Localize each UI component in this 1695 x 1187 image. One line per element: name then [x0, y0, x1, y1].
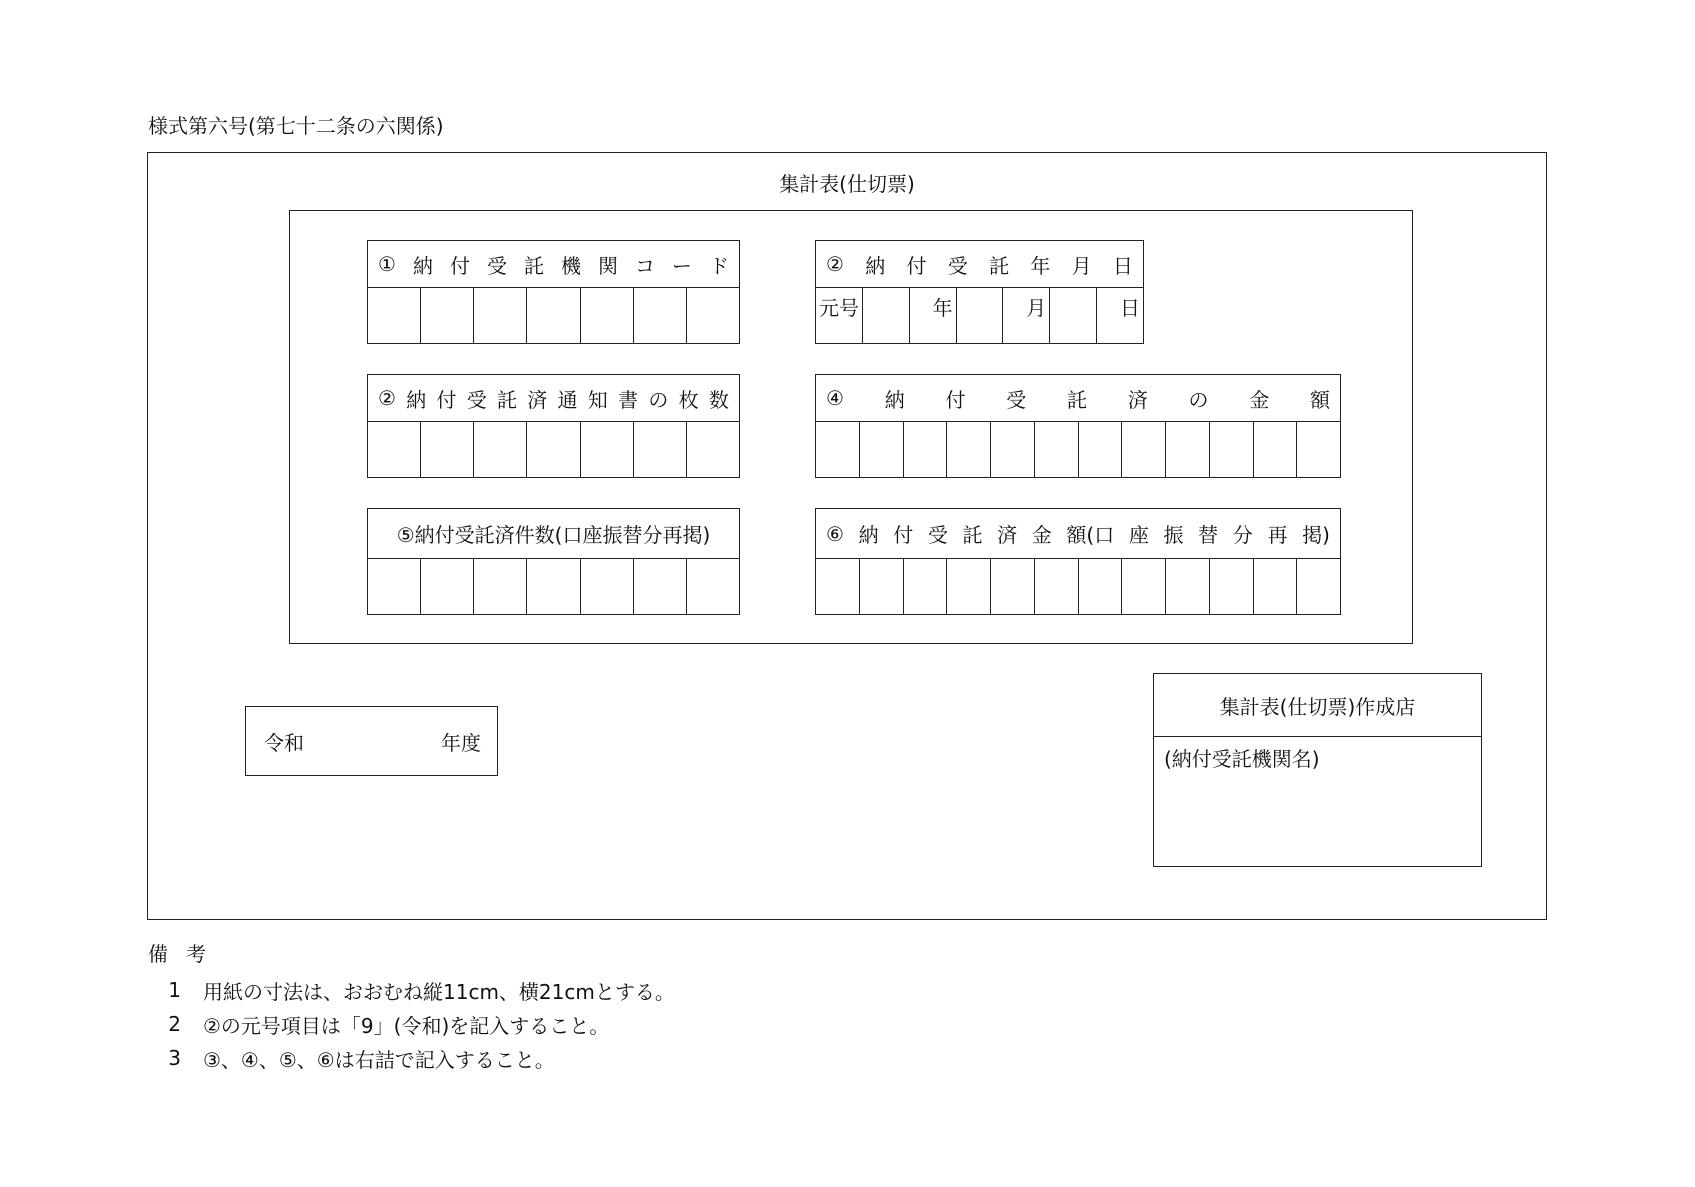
- header-char: ④: [826, 386, 844, 410]
- header-char: 託: [1066, 387, 1087, 412]
- digit-cell[interactable]: [527, 559, 580, 614]
- digit-cell[interactable]: [581, 559, 634, 614]
- digit-cell[interactable]: [816, 559, 860, 614]
- month-label: 月: [1026, 296, 1047, 320]
- header-char: 年: [1030, 253, 1051, 278]
- digit-cell[interactable]: [1254, 422, 1298, 477]
- digit-cell[interactable]: [947, 559, 991, 614]
- digit-cell[interactable]: [421, 288, 474, 343]
- header-char: 振: [1163, 523, 1184, 547]
- issuing-agency-name-label: (納付受託機関名): [1164, 747, 1320, 771]
- header-char: 付: [906, 253, 927, 278]
- digit-cell[interactable]: [687, 288, 739, 343]
- remarks-title: 備考: [148, 942, 224, 966]
- notice-count-header: [368, 375, 739, 422]
- era-label: 元号: [819, 296, 859, 320]
- digit-cell[interactable]: [947, 422, 991, 477]
- header-char: 額: [1309, 387, 1330, 412]
- digit-cell[interactable]: [368, 559, 421, 614]
- digit-cell[interactable]: [421, 422, 474, 477]
- day-digit-cell[interactable]: [1050, 288, 1097, 343]
- header-char: 託: [962, 523, 983, 547]
- header-char: 数: [708, 387, 729, 412]
- digit-cell[interactable]: [1166, 422, 1210, 477]
- consignment-date-header: [816, 241, 1143, 288]
- digit-cell[interactable]: [634, 288, 687, 343]
- digit-cell[interactable]: [1210, 422, 1254, 477]
- month-digit-cell[interactable]: [1003, 288, 1050, 343]
- digit-cell[interactable]: [1210, 559, 1254, 614]
- digit-cell[interactable]: [368, 288, 421, 343]
- digit-cell[interactable]: [904, 559, 948, 614]
- header-char: 関: [597, 253, 618, 278]
- remark-number: 1: [168, 978, 181, 1002]
- digit-cell[interactable]: [816, 422, 860, 477]
- digit-cell[interactable]: [1035, 559, 1079, 614]
- year-label: 年: [932, 296, 953, 320]
- remark-number: 2: [168, 1012, 181, 1036]
- form-title: 集計表(仕切票): [779, 172, 915, 196]
- digit-cell[interactable]: [1297, 559, 1340, 614]
- digit-cell[interactable]: [634, 559, 687, 614]
- header-char: 座: [1128, 523, 1149, 547]
- fiscal-year-label: 年度: [441, 730, 481, 755]
- header-char: 付: [893, 523, 914, 547]
- header-char: 通: [557, 387, 578, 412]
- header-char: 替: [1198, 523, 1219, 547]
- digit-cell[interactable]: [1035, 422, 1079, 477]
- remark-item: [148, 1041, 675, 1075]
- digit-cell[interactable]: [1079, 559, 1123, 614]
- header-char: 知: [587, 387, 608, 412]
- notice-count-field: [367, 374, 740, 478]
- header-char: ①: [378, 252, 396, 276]
- digit-cell[interactable]: [1122, 559, 1166, 614]
- remarks-section: [148, 938, 675, 1075]
- remark-item: [148, 1007, 675, 1041]
- header-char: 済: [1127, 387, 1148, 412]
- digit-cell[interactable]: [904, 422, 948, 477]
- header-char: 託: [497, 387, 517, 412]
- digit-cell[interactable]: [474, 559, 527, 614]
- transfer-count-field: [367, 508, 740, 615]
- header-char: 分: [1232, 523, 1253, 547]
- digit-cell[interactable]: [421, 559, 474, 614]
- consigned-amount-cells[interactable]: [816, 422, 1340, 477]
- digit-cell[interactable]: [991, 559, 1035, 614]
- digit-cell[interactable]: [1079, 422, 1123, 477]
- issuing-agency-title: 集計表(仕切票)作成店: [1154, 674, 1481, 737]
- header-char: 納: [406, 387, 427, 412]
- header-char: の: [648, 387, 669, 412]
- header-char: ー: [671, 253, 692, 278]
- remark-text: 用紙の寸法は、おおむね縦11cm、横21cmとする。: [203, 979, 675, 1004]
- transfer-count-cells[interactable]: [368, 559, 739, 614]
- digit-cell[interactable]: [1297, 422, 1340, 477]
- header-char: 納: [412, 253, 433, 278]
- header-char: 受: [947, 253, 968, 278]
- digit-cell[interactable]: [581, 288, 634, 343]
- header-char: 済: [997, 523, 1018, 547]
- header-char: ②: [378, 386, 396, 410]
- header-char: 掲): [1302, 523, 1330, 547]
- header-char: 日: [1112, 253, 1133, 278]
- header-char: ②: [826, 252, 844, 276]
- header-char: 付: [945, 387, 966, 412]
- issuing-agency-box: [1153, 673, 1482, 867]
- digit-cell[interactable]: [1254, 559, 1298, 614]
- remark-number: 3: [168, 1046, 181, 1070]
- era-name-label: 令和: [264, 730, 304, 755]
- header-char: 納: [884, 387, 905, 412]
- header-char: ⑥: [826, 521, 844, 546]
- digit-cell[interactable]: [474, 288, 527, 343]
- agency-code-field: [367, 240, 740, 344]
- header-char: 付: [436, 387, 457, 412]
- header-char: 納: [865, 253, 886, 278]
- digit-cell[interactable]: [1166, 559, 1210, 614]
- digit-cell[interactable]: [860, 559, 904, 614]
- header-char: 付: [449, 253, 470, 278]
- notice-count-cells[interactable]: [368, 422, 739, 477]
- digit-cell[interactable]: [860, 422, 904, 477]
- header-char: 託: [989, 253, 1010, 278]
- digit-cell[interactable]: [634, 422, 687, 477]
- header-char: 受: [466, 387, 487, 412]
- era-cell[interactable]: [816, 288, 863, 343]
- remark-text: ②の元号項目は「9」(令和)を記入すること。: [203, 1013, 610, 1038]
- transfer-amount-header: [816, 509, 1340, 559]
- fiscal-year-box[interactable]: [245, 706, 498, 776]
- header-char: 受: [927, 523, 948, 547]
- day-label: 日: [1120, 296, 1141, 320]
- header-char: 金: [1249, 387, 1270, 412]
- transfer-count-header: [368, 509, 739, 559]
- header-char: 書: [618, 387, 639, 412]
- transfer-count-label: ⑤納付受託済件数(口座振替分再掲): [396, 523, 711, 547]
- header-char: 受: [486, 253, 507, 278]
- digit-cell[interactable]: [991, 422, 1035, 477]
- agency-code-cells[interactable]: [368, 288, 739, 343]
- header-char: ド: [708, 253, 729, 278]
- transfer-amount-field: [815, 508, 1341, 615]
- digit-cell[interactable]: [687, 559, 739, 614]
- issuing-agency-name-field[interactable]: [1154, 737, 1481, 778]
- header-char: 納: [858, 523, 879, 547]
- header-char: の: [1188, 387, 1209, 412]
- header-char: 額(口: [1066, 523, 1115, 547]
- header-char: 月: [1071, 253, 1092, 278]
- header-char: 再: [1267, 523, 1288, 547]
- header-char: 受: [1006, 387, 1027, 412]
- agency-code-header: [368, 241, 739, 288]
- header-char: 金: [1031, 523, 1052, 547]
- header-char: 託: [523, 253, 544, 278]
- digit-cell[interactable]: [527, 422, 580, 477]
- digit-cell[interactable]: [581, 422, 634, 477]
- digit-cell[interactable]: [527, 288, 580, 343]
- digit-cell[interactable]: [1122, 422, 1166, 477]
- day-digit-cell[interactable]: [1097, 288, 1143, 343]
- month-digit-cell[interactable]: [957, 288, 1004, 343]
- remark-text: ③、④、⑤、⑥は右詰で記入すること。: [203, 1047, 555, 1072]
- header-char: コ: [634, 253, 655, 278]
- consigned-amount-field: [815, 374, 1341, 478]
- consignment-date-cells[interactable]: [816, 288, 1143, 343]
- digit-cell[interactable]: [474, 422, 527, 477]
- header-char: 枚: [678, 387, 699, 412]
- digit-cell[interactable]: [687, 422, 739, 477]
- year-digit-cell[interactable]: [910, 288, 957, 343]
- form-number-label: 様式第六号(第七十二条の六関係): [148, 114, 444, 138]
- digit-cell[interactable]: [368, 422, 421, 477]
- year-digit-cell[interactable]: [863, 288, 910, 343]
- header-char: 機: [560, 253, 581, 278]
- remark-item: [148, 973, 675, 1007]
- transfer-amount-cells[interactable]: [816, 559, 1340, 614]
- consigned-amount-header: [816, 375, 1340, 422]
- header-char: 済: [527, 387, 548, 412]
- consignment-date-field: [815, 240, 1144, 344]
